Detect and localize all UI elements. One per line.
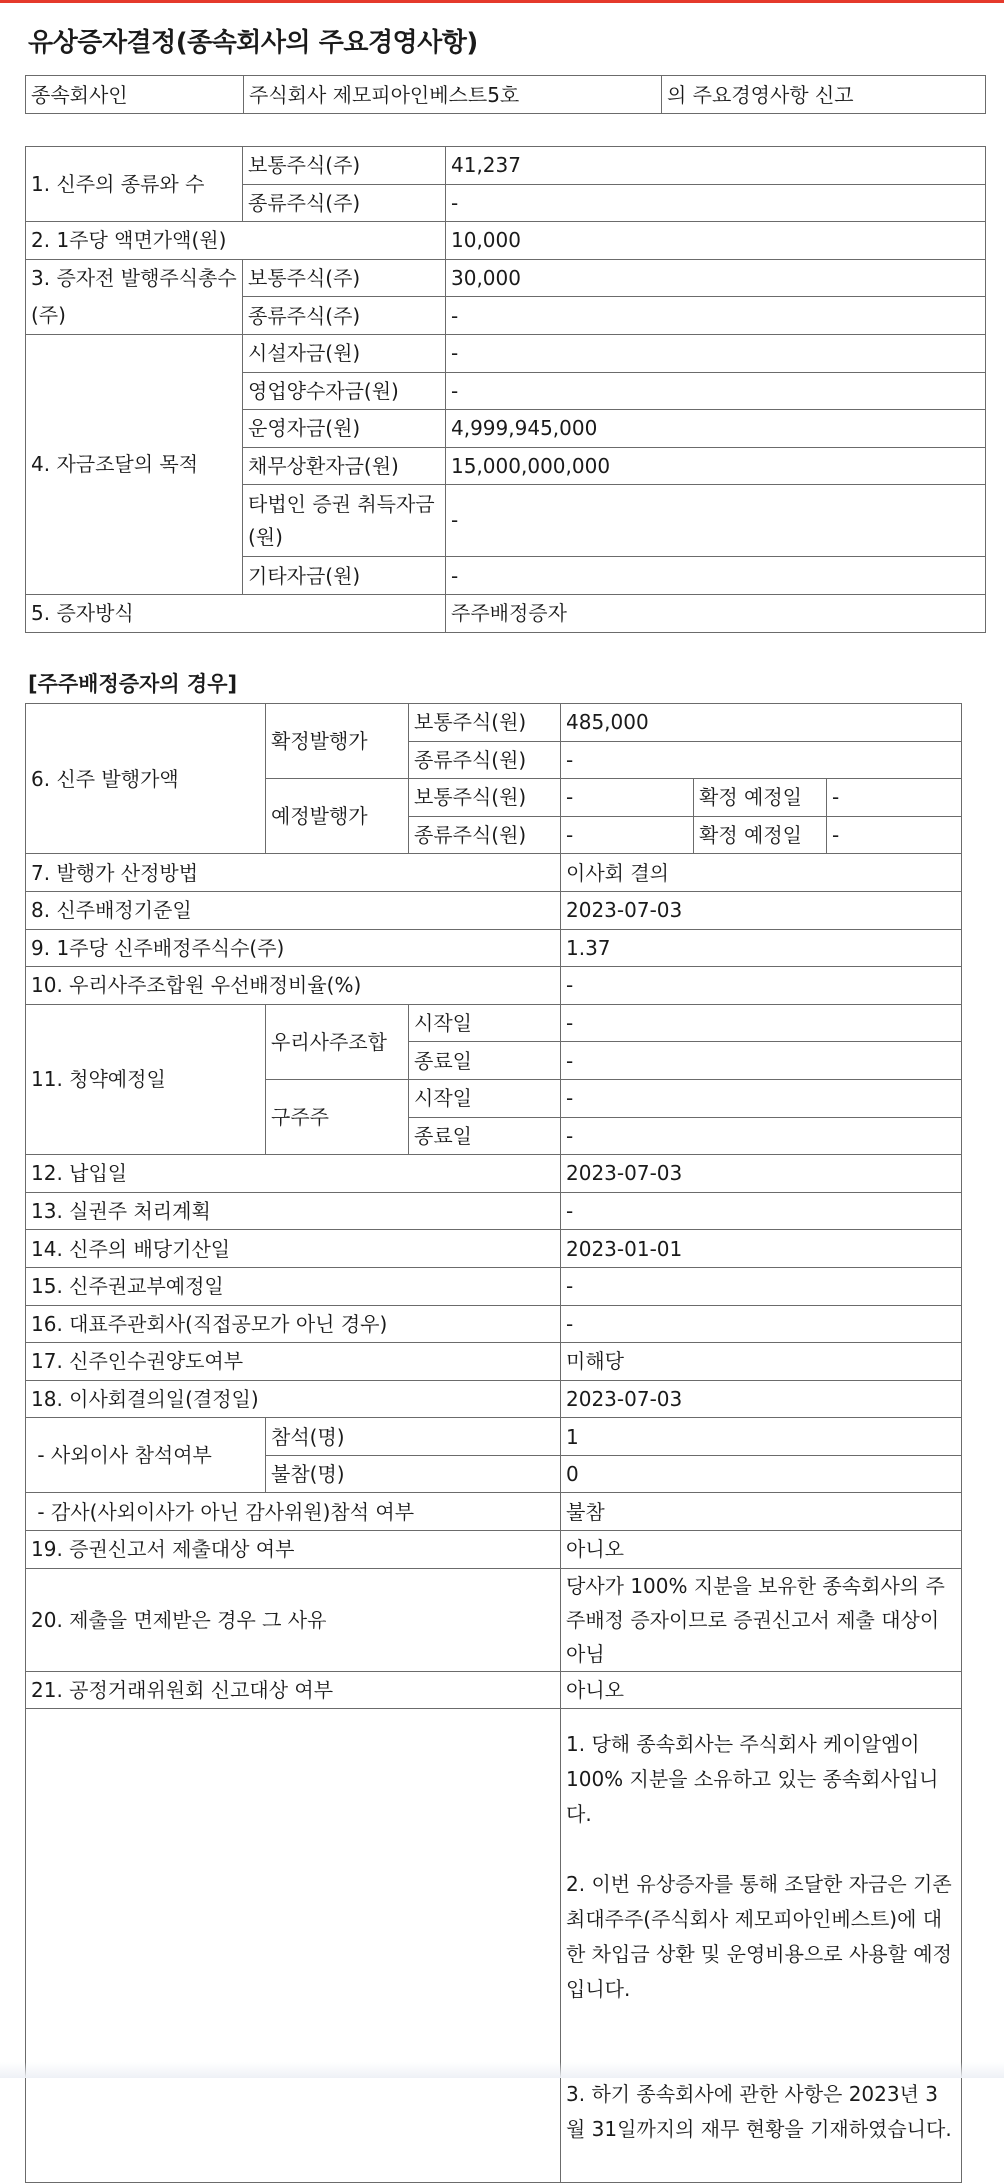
securities-acquisition-funds-label: 타법인 증권 취득자금(원) [243,485,446,557]
auditor-attendance-label: - 감사(사외이사가 아닌 감사위원)참석 여부 [26,1493,561,1531]
table-row [26,259,986,297]
common-shares-label: 보통주식(주) [243,147,446,185]
table-row [26,704,962,742]
issued-preferred-value: - [446,297,986,335]
outside-absent-label: 불참(명) [266,1455,561,1493]
issued-common-label: 보통주식(주) [243,259,446,297]
table-row [26,854,962,892]
payment-date-label: 12. 납입일 [26,1155,561,1193]
table-row [26,1531,962,1569]
fixed-preferred-value: - [561,741,962,779]
estimated-preferred-date-label: 확정 예정일 [694,816,827,854]
estimated-preferred-label: 종류주식(원) [409,816,561,854]
table-row [26,1568,962,1671]
estimated-common-date-value: - [827,779,962,817]
other-funds-label: 기타자금(원) [243,557,446,595]
issued-preferred-label: 종류주식(주) [243,297,446,335]
rights-transfer-value: 미해당 [561,1343,962,1381]
dividend-start-date-value: 2023-01-01 [561,1230,962,1268]
preferred-shares-value: - [446,184,986,222]
table-row [26,594,986,632]
business-acquisition-funds-label: 영업양수자금(원) [243,372,446,410]
allotment-ratio-value: 1.37 [561,929,962,967]
table-row [26,1418,962,1456]
debt-repayment-funds-value: 15,000,000,000 [446,447,986,485]
subsidiary-company: 주식회사 제모피아인베스트5호 [244,76,662,114]
rights-transfer-label: 17. 신주인수권양도여부 [26,1343,561,1381]
lead-manager-value: - [561,1305,962,1343]
bottom-scroll-fade [0,2062,1004,2078]
ftc-report-label: 21. 공정거래위원회 신고대상 여부 [26,1671,561,1709]
dividend-start-date-label: 14. 신주의 배당기산일 [26,1230,561,1268]
table-row [26,1004,962,1042]
common-shares-value: 41,237 [446,147,986,185]
table-row [26,1380,962,1418]
estimated-price-label: 예정발행가 [266,779,409,854]
forfeited-shares-plan-value: - [561,1192,962,1230]
esop-priority-value: - [561,967,962,1005]
esop-priority-label: 10. 우리사주조합원 우선배정비율(%) [26,967,561,1005]
table-row [26,1709,962,2183]
table-row [26,1493,962,1531]
esop-label: 우리사주조합 [266,1004,409,1079]
fixed-common-label: 보통주식(원) [409,704,561,742]
fixed-preferred-label: 종류주식(원) [409,741,561,779]
esop-start-label: 시작일 [409,1004,561,1042]
shareholder-allotment-table [25,703,962,2183]
remark-paragraph-1: 1. 당해 종속회사는 주식회사 케이알엠이 100% 지분을 소유하고 있는 종속회사입니다. [566,1732,939,1827]
exemption-reason-value: 당사가 100% 지분을 보유한 종속회사의 주주배정 증자이므로 증권신고서 제출 대상이 아님 [561,1568,962,1671]
estimated-common-date-label: 확정 예정일 [694,779,827,817]
table-row [26,334,986,372]
estimated-common-value: - [561,779,694,817]
remarks-content [561,1709,962,2183]
board-resolution-date-label: 18. 이사회결의일(결정일) [26,1380,561,1418]
table-row [26,1671,962,1709]
funding-purpose-label: 4. 자금조달의 목적 [26,334,243,594]
remark-paragraph-3: 3. 하기 종속회사에 관한 사항은 2023년 3월 31일까지의 재무 현황을 기재하였습니다. [566,2082,952,2142]
existing-start-value: - [561,1079,962,1117]
other-funds-value: - [446,557,986,595]
table-row [26,1343,962,1381]
outside-present-value: 1 [561,1418,962,1456]
table-row [26,222,986,260]
table-row [26,891,962,929]
subsidiary-header-table [25,75,986,114]
section-title: [주주배정증자의 경우] [28,672,238,696]
business-acquisition-funds-value: - [446,372,986,410]
allotment-ratio-label: 9. 1주당 신주배정주식수(주) [26,929,561,967]
report-suffix: 의 주요경영사항 신고 [662,76,986,114]
esop-end-label: 종료일 [409,1042,561,1080]
page-title: 유상증자결정(종속회사의 주요경영사항) [28,28,478,58]
operating-funds-value: 4,999,945,000 [446,410,986,448]
outside-present-label: 참석(명) [266,1418,561,1456]
certificate-delivery-date-value: - [561,1267,962,1305]
table-row [26,76,986,114]
table-row [26,929,962,967]
par-value: 10,000 [446,222,986,260]
lead-manager-label: 16. 대표주관회사(직접공모가 아닌 경우) [26,1305,561,1343]
ftc-report-value: 아니오 [561,1671,962,1709]
esop-start-value: - [561,1004,962,1042]
table-row [26,967,962,1005]
increase-method-label: 5. 증자방식 [26,594,446,632]
fixed-price-label: 확정발행가 [266,704,409,779]
debt-repayment-funds-label: 채무상환자금(원) [243,447,446,485]
subsidiary-label: 종속회사인 [26,76,244,114]
payment-date-value: 2023-07-03 [561,1155,962,1193]
exemption-reason-label: 20. 제출을 면제받은 경우 그 사유 [26,1568,561,1671]
remark-paragraph-2: 2. 이번 유상증자를 통해 조달한 자금은 기존 최대주주(주식회사 제모피아인베스트)에 대한 차입금 상환 및 운영비용으로 사용할 예정입니다. [566,1872,952,2002]
table-row [26,147,986,185]
outside-director-attendance-label: - 사외이사 참석여부 [26,1418,266,1493]
registration-statement-value: 아니오 [561,1531,962,1569]
record-date-value: 2023-07-03 [561,891,962,929]
table-row [26,1267,962,1305]
estimated-preferred-date-value: - [827,816,962,854]
top-accent-bar [0,0,1004,3]
new-shares-label: 1. 신주의 종류와 수 [26,147,243,222]
existing-shareholders-label: 구주주 [266,1079,409,1154]
forfeited-shares-plan-label: 13. 실권주 처리계획 [26,1192,561,1230]
securities-acquisition-funds-value: - [446,485,986,557]
facility-funds-value: - [446,334,986,372]
operating-funds-label: 운영자금(원) [243,410,446,448]
facility-funds-label: 시설자금(원) [243,334,446,372]
existing-end-label: 종료일 [409,1117,561,1155]
esop-end-value: - [561,1042,962,1080]
issued-common-value: 30,000 [446,259,986,297]
table-row [26,1305,962,1343]
table-row [26,1155,962,1193]
capital-increase-table [25,146,986,633]
certificate-delivery-date-label: 15. 신주권교부예정일 [26,1267,561,1305]
table-row [26,1230,962,1268]
auditor-attendance-value: 불참 [561,1493,962,1531]
preferred-shares-label: 종류주식(주) [243,184,446,222]
record-date-label: 8. 신주배정기준일 [26,891,561,929]
existing-start-label: 시작일 [409,1079,561,1117]
issue-price-label: 6. 신주 발행가액 [26,704,266,854]
existing-end-value: - [561,1117,962,1155]
board-resolution-date-value: 2023-07-03 [561,1380,962,1418]
outside-absent-value: 0 [561,1455,962,1493]
estimated-preferred-value: - [561,816,694,854]
increase-method-value: 주주배정증자 [446,594,986,632]
subscription-date-label: 11. 청약예정일 [26,1004,266,1154]
par-value-label: 2. 1주당 액면가액(원) [26,222,446,260]
pricing-method-label: 7. 발행가 산정방법 [26,854,561,892]
table-row [26,1192,962,1230]
fixed-common-value: 485,000 [561,704,962,742]
estimated-common-label: 보통주식(원) [409,779,561,817]
issued-shares-label: 3. 증자전 발행주식총수(주) [26,259,243,334]
remarks-label-cell [26,1709,561,2183]
pricing-method-value: 이사회 결의 [561,854,962,892]
registration-statement-label: 19. 증권신고서 제출대상 여부 [26,1531,561,1569]
